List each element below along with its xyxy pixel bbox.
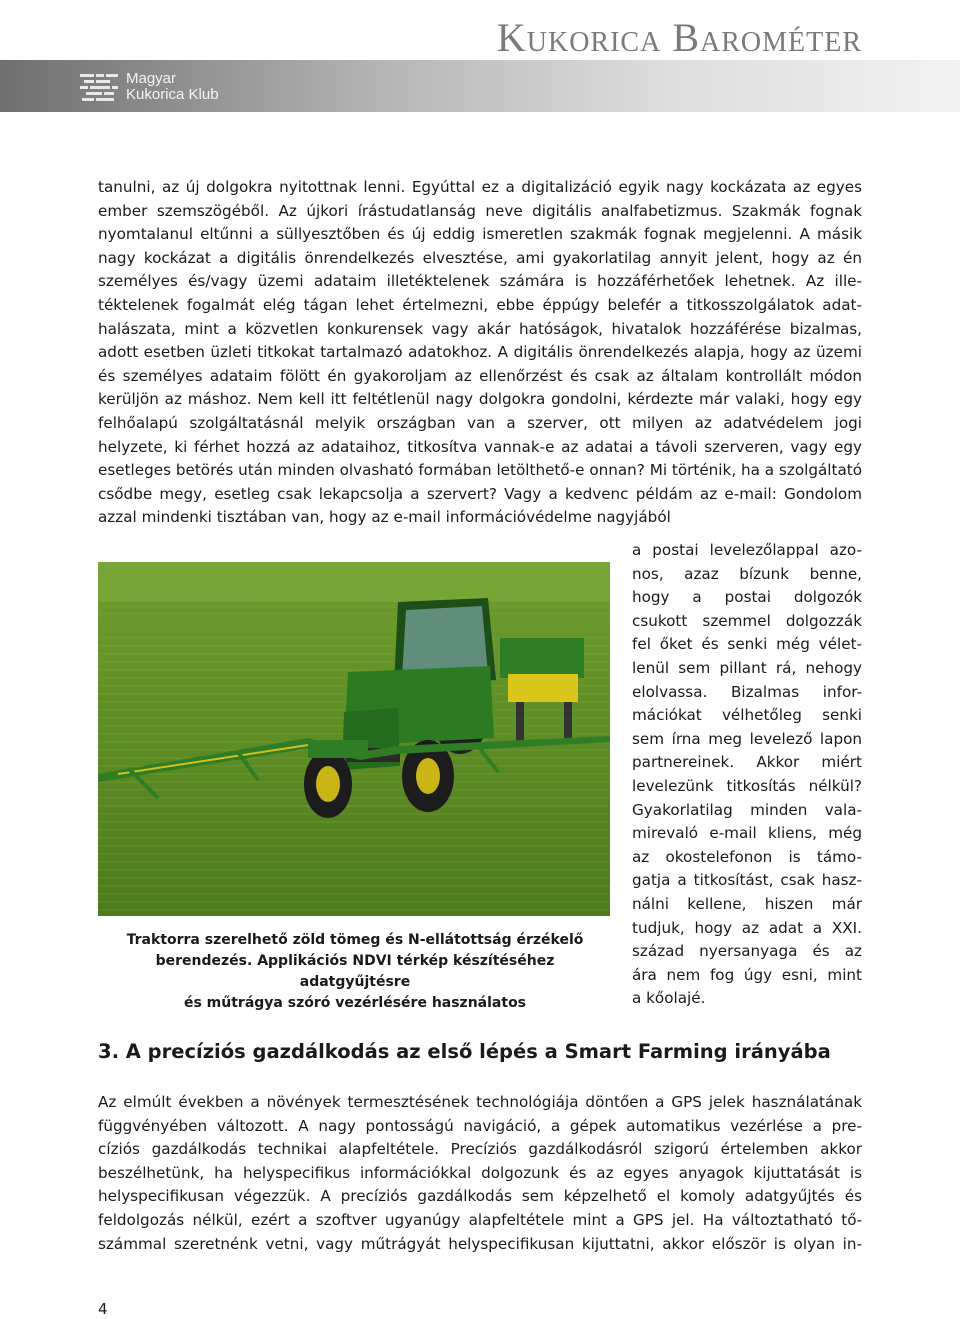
side-line: az okostelefonon is támo- [632,847,862,866]
side-line: a kőolajé. [632,989,706,1008]
side-line: mációkat vélhetőleg senki [632,706,862,725]
publication-title: Kukorica Barométer [496,15,862,60]
photo-caption [120,930,590,1014]
section-paragraph [98,1091,862,1256]
caption-line-2: berendezés. Applikációs NDVI térkép készítéséhez adatgyűjtésre [155,953,555,990]
side-line: sem írna meg levelező lapon [632,729,862,748]
side-line: lenül sem pillant rá, nehogy [632,658,862,677]
side-line: partnereinek. Akkor miért [632,753,862,772]
section-heading: 3. A precíziós gazdálkodás az első lépés a Smart Farming irányába [98,1040,831,1063]
side-line: tudjuk, hogy az adat a XXI. [632,918,862,937]
caption-line-3: és műtrágya szóró vezérlésére használatos [183,995,527,1011]
side-line: nálni kellene, hiszen már [632,894,862,913]
tractor-photo [98,562,610,916]
logo-text [126,71,219,103]
logo-mark-icon [80,72,120,104]
side-line: levelezünk titkosítás nélkül? [632,776,862,795]
side-line: fel őket és senki még vélet- [632,635,862,654]
caption-line-1: Traktorra szerelhető zöld tömeg és N-ellátottság érzékelő [126,932,584,948]
side-line: Gyakorlatilag minden vala- [632,800,862,819]
logo-line-1: Magyar [126,70,177,87]
side-line: gatja a titkosítást, csak hasz- [632,871,862,890]
section-line: cíziós gazdálkodás technikai alapfeltétele. Precíziós gazdálkodásról szigorú értelemben akkor [98,1140,862,1159]
side-line: elolvassa. Bizalmas infor- [632,682,862,701]
section-line: feldolgozás nélkül, ezért a szoftver ugyanúgy alapfeltétele mint a GPS jel. Ha változtatható tő- [98,1210,862,1229]
logo-line-2: Kukorica Klub [126,86,219,103]
section-line: számmal szeretnénk vetni, vagy műtrágyát helyspecifikusan kijuttatni, akkor először is olyan in- [98,1234,862,1253]
side-line: nos, azaz bízunk benne, [632,564,862,583]
side-line: a postai levelezőlappal azo- [632,541,862,559]
page-header [0,0,960,112]
section-line: beszélhetünk, ha helyspecifikus információkkal dolgozunk és az egyes anyagok kijuttatását is [98,1163,862,1182]
section-line: helyspecifikusan végezzük. A precíziós gazdálkodás sem képzelhető el komoly adatgyűjtés és [98,1187,862,1206]
section-line: Az elmúlt években a növények termesztésének technológiája döntően a GPS jelek használatának [98,1093,862,1111]
section-line: függvényében változott. A nagy pontosságú navigáció, a gépek automatikus vezérlése a pre- [98,1116,862,1135]
side-line: hogy a postai dolgozók [632,588,862,607]
side-line: mirevaló e-mail kliens, még [632,824,862,843]
side-line: ára nem fog úgy esni, mint [632,965,862,984]
tractor-illustration [98,562,610,916]
intro-paragraph [98,176,862,530]
side-line: század nyersanyaga és az [632,942,862,961]
intro-paragraph-text: tanulni, az új dolgokra nyitottnak lenni. Egyúttal ez a digitalizáció egyik nagy kockázata az egyes ember szemszögéből. Az újkori írástudatlanság neve digitális analfabetizmus. Szakmák fognak nyomtalanul eltűnni a süllyesztőben és új eddig ismeretlen szakmák fognak megjelenni. A másik nagy kockázat a digitális önrendelkezés elvesztése, ami gyakorlatilag annyit jelent, hogy az én személyes és/vagy üzemi adataim illetéktelenek számára is hozzáférhetőek lehetnek. Az illetéktelenek fogalmát elég tágan lehet értelmezni, ebbe éppúgy belefér a titkosszolgálatok adathalászata, mint a közvetlen konkurensek vagy akár hatóságok, hivatalok hozzáférése bizalmas, adott esetben üzleti titkokat tartalmazó adatokhoz. A digitális önrendelkezés alapja, hogy az üzemi és személyes adataim fölött én gyakoroljam az ellenőrzést és csak az általam kontrollált módon kerüljön az máshoz. Nem kell itt feltétlenül nagy dolgokra gondolni, kérdezte már valaki, hogy egy felhőalapú szolgáltatásnál melyik országban van a szerver, ott milyen az adatvédelem jogi helyzete, ki férhet hozzá az adataihoz, titkosítva vannak-e az adatai a távoli szerveren, vagy egy esetleges betörés után minden olvasható formában letölthető-e onnan? Mi történik, ha a szolgáltató csődbe megy, esetleg csak lekapcsolja a szervert? Vagy a kedvenc példám az e-mail: Gondolom azzal mindenki tisztában van, hogy az e-mail információvédelme nagyjából [98,178,862,527]
side-column-text [632,539,862,1011]
page-number: 4 [98,1300,108,1318]
side-line: csukott szemmel dolgozzák [632,611,862,630]
